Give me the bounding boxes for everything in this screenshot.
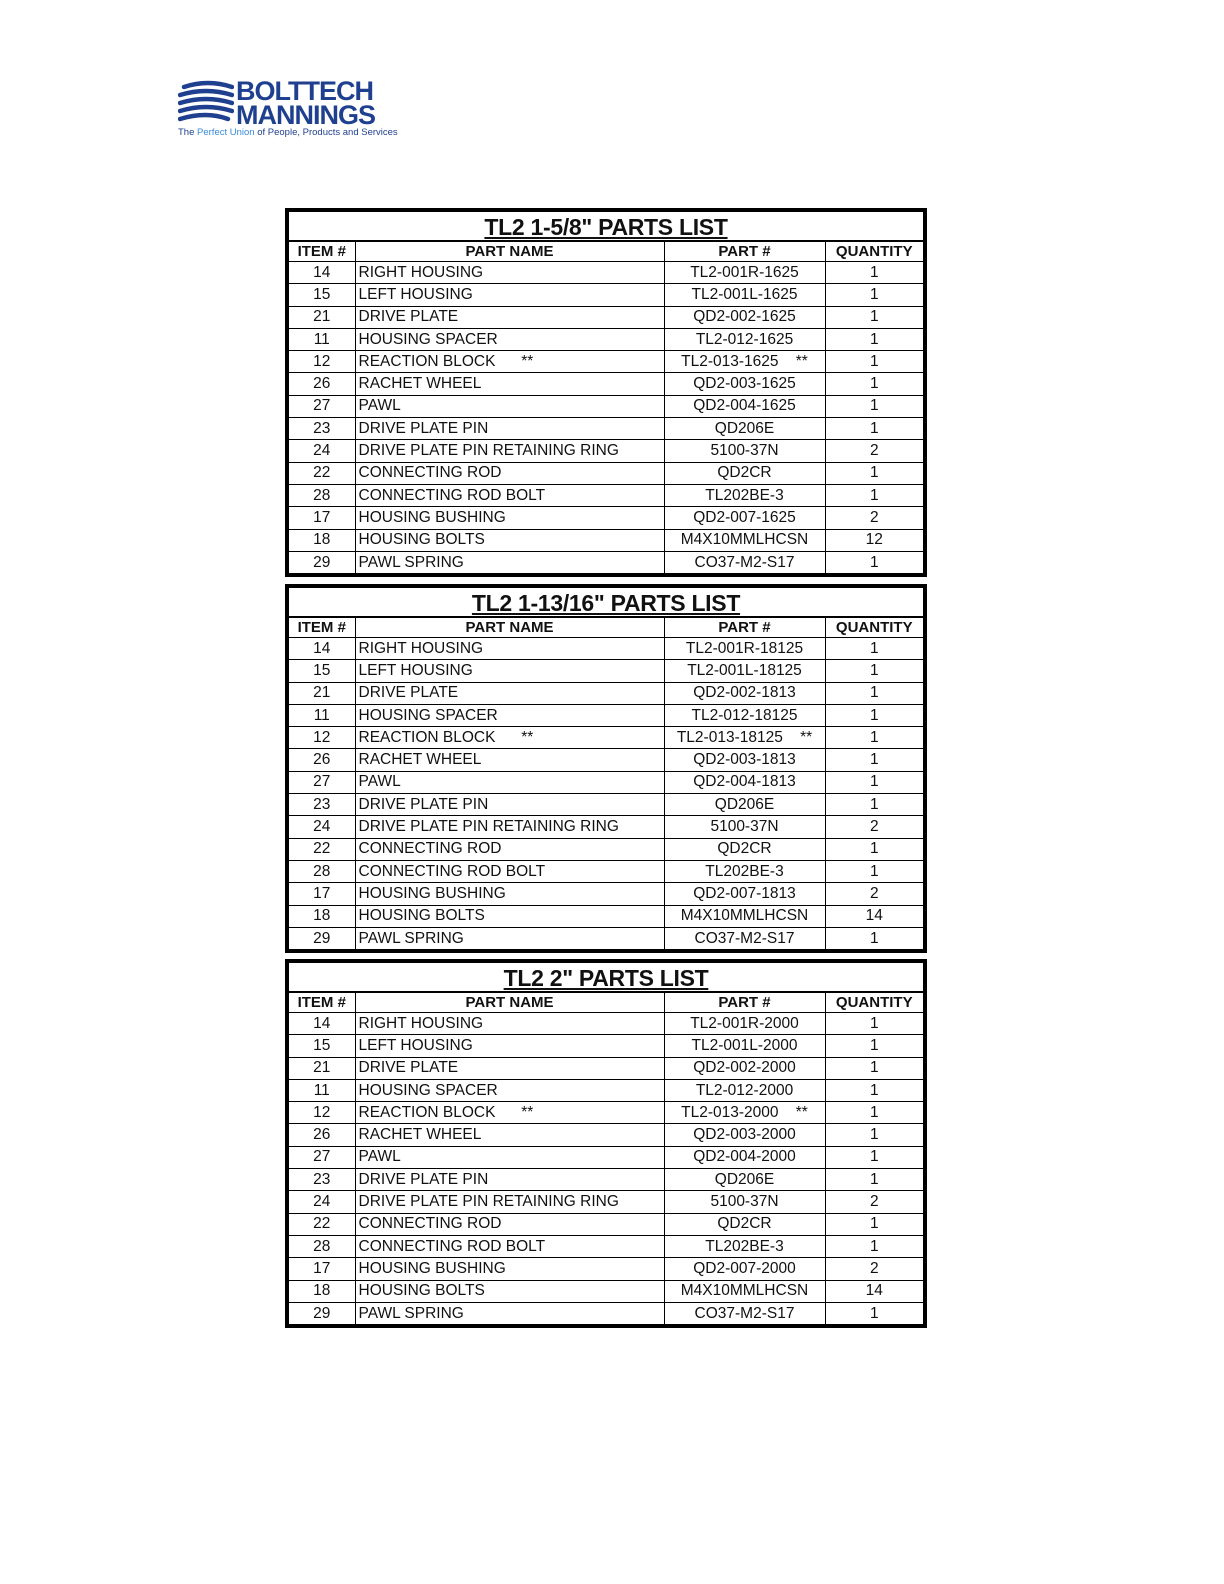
quantity-cell: 2 [825,1191,923,1213]
quantity-cell: 1 [825,373,923,395]
quantity-cell: 2 [825,816,923,838]
table-row [289,1235,923,1257]
part-number-cell: TL2-001L-18125 [664,660,825,682]
table-row [289,1035,923,1057]
part-name-cell: RACHET WHEEL [355,749,664,771]
table-row [289,418,923,440]
table-row [289,1079,923,1101]
quantity-cell: 1 [825,1169,923,1191]
part-number-cell: QD2-003-2000 [664,1124,825,1146]
table-row [289,794,923,816]
part-name-cell: CONNECTING ROD [355,1213,664,1235]
header-row [289,993,923,1013]
item-number-cell: 26 [289,373,355,395]
header-part-name: PART NAME [355,242,664,262]
table-row [289,551,923,573]
parts-table [289,618,923,949]
table-row [289,395,923,417]
item-number-cell: 29 [289,1302,355,1324]
quantity-cell: 1 [825,749,923,771]
part-number-cell: TL2-001R-18125 [664,638,825,660]
part-name-cell: DRIVE PLATE [355,306,664,328]
header-item: ITEM # [289,993,355,1013]
header-quantity: QUANTITY [825,993,923,1013]
item-number-cell: 15 [289,660,355,682]
part-number-cell: QD2-004-2000 [664,1146,825,1168]
part-name-cell: CONNECTING ROD [355,462,664,484]
part-number-cell: TL2-001R-1625 [664,262,825,284]
header-row [289,618,923,638]
quantity-cell: 14 [825,905,923,927]
table-row [289,1258,923,1280]
quantity-cell: 1 [825,262,923,284]
part-name-cell: HOUSING SPACER [355,704,664,726]
item-number-cell: 15 [289,1035,355,1057]
quantity-cell: 1 [825,1235,923,1257]
table-row [289,1213,923,1235]
item-number-cell: 14 [289,262,355,284]
logo-line2: MANNINGS [236,100,375,130]
header-quantity: QUANTITY [825,618,923,638]
table-row [289,727,923,749]
part-number-cell: TL2-013-1625 ** [664,351,825,373]
table-row [289,1146,923,1168]
item-number-cell: 22 [289,838,355,860]
quantity-cell: 1 [825,727,923,749]
item-number-cell: 27 [289,771,355,793]
item-number-cell: 11 [289,704,355,726]
quantity-cell: 1 [825,284,923,306]
table-row [289,306,923,328]
part-name-cell: PAWL [355,395,664,417]
part-name-cell: HOUSING BOLTS [355,529,664,551]
table-row [289,682,923,704]
item-number-cell: 12 [289,727,355,749]
parts-list-title: TL2 1-5/8" PARTS LIST [289,212,923,242]
item-number-cell: 26 [289,749,355,771]
item-number-cell: 12 [289,1102,355,1124]
quantity-cell: 1 [825,860,923,882]
item-number-cell: 18 [289,1280,355,1302]
parts-table [289,242,923,573]
parts-list-1-13-16 [285,584,927,953]
part-number-cell: M4X10MMLHCSN [664,905,825,927]
quantity-cell: 1 [825,328,923,350]
table-row [289,704,923,726]
item-number-cell: 23 [289,1169,355,1191]
part-name-cell: DRIVE PLATE PIN [355,1169,664,1191]
part-name-cell: RIGHT HOUSING [355,638,664,660]
parts-list-title: TL2 2" PARTS LIST [289,963,923,993]
item-number-cell: 23 [289,794,355,816]
table-row [289,838,923,860]
part-name-cell: LEFT HOUSING [355,660,664,682]
item-number-cell: 27 [289,395,355,417]
table-row [289,284,923,306]
item-number-cell: 29 [289,551,355,573]
item-number-cell: 26 [289,1124,355,1146]
quantity-cell: 1 [825,838,923,860]
item-number-cell: 27 [289,1146,355,1168]
part-name-cell: HOUSING BOLTS [355,905,664,927]
part-number-cell: TL2-013-18125 ** [664,727,825,749]
part-number-cell: QD2-003-1625 [664,373,825,395]
part-number-cell: QD2-007-1813 [664,883,825,905]
part-name-cell: HOUSING BUSHING [355,883,664,905]
part-number-cell: TL2-001L-2000 [664,1035,825,1057]
item-number-cell: 17 [289,507,355,529]
part-name-cell: REACTION BLOCK ** [355,1102,664,1124]
table-row [289,883,923,905]
quantity-cell: 1 [825,682,923,704]
part-name-cell: PAWL [355,771,664,793]
quantity-cell: 2 [825,1258,923,1280]
part-name-cell: CONNECTING ROD BOLT [355,1235,664,1257]
table-row [289,1169,923,1191]
part-name-cell: CONNECTING ROD BOLT [355,860,664,882]
part-name-cell: HOUSING BOLTS [355,1280,664,1302]
part-number-cell: TL2-012-1625 [664,328,825,350]
table-row [289,816,923,838]
table-row [289,529,923,551]
part-name-cell: HOUSING SPACER [355,1079,664,1101]
part-number-cell: QD2-003-1813 [664,749,825,771]
header-part-name: PART NAME [355,618,664,638]
item-number-cell: 15 [289,284,355,306]
item-number-cell: 17 [289,883,355,905]
part-number-cell: TL2-001L-1625 [664,284,825,306]
part-number-cell: QD2CR [664,838,825,860]
header-item: ITEM # [289,618,355,638]
part-number-cell: QD206E [664,418,825,440]
part-name-cell: LEFT HOUSING [355,284,664,306]
table-row [289,373,923,395]
header-row [289,242,923,262]
item-number-cell: 11 [289,328,355,350]
part-number-cell: QD2-007-2000 [664,1258,825,1280]
part-number-cell: QD2CR [664,1213,825,1235]
tagline-highlight: Perfect Union [197,127,255,138]
quantity-cell: 1 [825,1146,923,1168]
part-number-cell: QD2-004-1813 [664,771,825,793]
part-name-cell: RIGHT HOUSING [355,262,664,284]
part-name-cell: RACHET WHEEL [355,1124,664,1146]
table-row [289,507,923,529]
tagline-pre: The [178,127,198,138]
part-name-cell: CONNECTING ROD [355,838,664,860]
table-row [289,328,923,350]
quantity-cell: 1 [825,484,923,506]
part-number-cell: TL2-013-2000 ** [664,1102,825,1124]
item-number-cell: 24 [289,1191,355,1213]
item-number-cell: 21 [289,306,355,328]
table-row [289,440,923,462]
part-number-cell: TL202BE-3 [664,484,825,506]
company-logo [178,78,418,138]
item-number-cell: 12 [289,351,355,373]
part-name-cell: LEFT HOUSING [355,1035,664,1057]
item-number-cell: 22 [289,1213,355,1235]
part-number-cell: M4X10MMLHCSN [664,529,825,551]
item-number-cell: 24 [289,440,355,462]
item-number-cell: 18 [289,905,355,927]
quantity-cell: 1 [825,1035,923,1057]
part-name-cell: PAWL SPRING [355,927,664,949]
part-number-cell: QD206E [664,794,825,816]
part-name-cell: HOUSING SPACER [355,328,664,350]
part-number-cell: QD2-004-1625 [664,395,825,417]
quantity-cell: 12 [825,529,923,551]
item-number-cell: 28 [289,1235,355,1257]
header-part-number: PART # [664,618,825,638]
part-number-cell: TL2-001R-2000 [664,1013,825,1035]
part-number-cell: 5100-37N [664,440,825,462]
part-number-cell: CO37-M2-S17 [664,551,825,573]
parts-list-2 [285,959,927,1328]
quantity-cell: 1 [825,704,923,726]
tagline-post: of People, Products and Services [254,127,398,138]
item-number-cell: 24 [289,816,355,838]
item-number-cell: 21 [289,682,355,704]
quantity-cell: 2 [825,507,923,529]
header-quantity: QUANTITY [825,242,923,262]
item-number-cell: 22 [289,462,355,484]
logo-tagline [178,127,398,138]
part-number-cell: TL202BE-3 [664,860,825,882]
quantity-cell: 1 [825,771,923,793]
quantity-cell: 1 [825,794,923,816]
header-item: ITEM # [289,242,355,262]
table-row [289,638,923,660]
quantity-cell: 2 [825,440,923,462]
quantity-cell: 1 [825,395,923,417]
part-number-cell: 5100-37N [664,816,825,838]
quantity-cell: 14 [825,1280,923,1302]
table-row [289,1102,923,1124]
part-number-cell: QD2-002-2000 [664,1057,825,1079]
parts-table [289,993,923,1324]
header-part-name: PART NAME [355,993,664,1013]
part-number-cell: QD2CR [664,462,825,484]
part-name-cell: PAWL [355,1146,664,1168]
quantity-cell: 1 [825,1102,923,1124]
item-number-cell: 21 [289,1057,355,1079]
item-number-cell: 23 [289,418,355,440]
table-row [289,1280,923,1302]
part-name-cell: PAWL SPRING [355,551,664,573]
part-name-cell: HOUSING BUSHING [355,507,664,529]
quantity-cell: 1 [825,351,923,373]
bolt-coil-icon [178,80,234,126]
part-name-cell: CONNECTING ROD BOLT [355,484,664,506]
table-row [289,262,923,284]
parts-list-title: TL2 1-13/16" PARTS LIST [289,588,923,618]
quantity-cell: 1 [869,929,879,947]
table-row [289,749,923,771]
quantity-cell: 2 [825,883,923,905]
part-name-cell: RIGHT HOUSING [355,1013,664,1035]
table-row [289,462,923,484]
part-number-cell: M4X10MMLHCSN [664,1280,825,1302]
table-row [289,351,923,373]
table-row [289,660,923,682]
quantity-cell: 1 [825,462,923,484]
part-number-cell: TL2-012-2000 [664,1079,825,1101]
part-name-cell: HOUSING BUSHING [355,1258,664,1280]
part-name-cell: DRIVE PLATE [355,1057,664,1079]
part-number-cell: QD2-002-1625 [664,306,825,328]
part-number-cell: 5100-37N [664,1191,825,1213]
quantity-cell: 1 [825,638,923,660]
table-row [289,905,923,927]
part-number-cell: QD2-007-1625 [664,507,825,529]
item-number-cell: 28 [289,860,355,882]
table-row [289,1013,923,1035]
quantity-cell: 1 [869,553,879,571]
quantity-cell: 1 [825,1079,923,1101]
part-name-cell: DRIVE PLATE PIN RETAINING RING [355,440,664,462]
item-number-cell: 29 [289,927,355,949]
part-name-cell: DRIVE PLATE [355,682,664,704]
quantity-cell: 1 [825,1013,923,1035]
header-part-number: PART # [664,242,825,262]
item-number-cell: 11 [289,1079,355,1101]
part-number-cell: CO37-M2-S17 [664,927,825,949]
logo-line1: BOLTTECH [236,76,373,106]
parts-list-1-5-8 [285,208,927,577]
part-name-cell: DRIVE PLATE PIN RETAINING RING [355,816,664,838]
part-number-cell: TL2-012-18125 [664,704,825,726]
part-name-cell: REACTION BLOCK ** [355,351,664,373]
part-name-cell: REACTION BLOCK ** [355,727,664,749]
table-row [289,771,923,793]
quantity-cell: 1 [869,1304,879,1322]
item-number-cell: 14 [289,1013,355,1035]
table-row [289,1302,923,1324]
part-number-cell: TL202BE-3 [664,1235,825,1257]
item-number-cell: 28 [289,484,355,506]
table-row [289,1191,923,1213]
quantity-cell: 1 [825,660,923,682]
part-name-cell: RACHET WHEEL [355,373,664,395]
quantity-cell: 1 [825,1213,923,1235]
table-row [289,1124,923,1146]
quantity-cell: 1 [825,1124,923,1146]
part-name-cell: DRIVE PLATE PIN [355,418,664,440]
table-row [289,860,923,882]
quantity-cell: 1 [825,306,923,328]
part-name-cell: DRIVE PLATE PIN [355,794,664,816]
table-row [289,1057,923,1079]
table-row [289,927,923,949]
part-name-cell: PAWL SPRING [355,1302,664,1324]
table-row [289,484,923,506]
item-number-cell: 17 [289,1258,355,1280]
header-part-number: PART # [664,993,825,1013]
item-number-cell: 18 [289,529,355,551]
part-number-cell: QD2-002-1813 [664,682,825,704]
part-number-cell: CO37-M2-S17 [664,1302,825,1324]
item-number-cell: 14 [289,638,355,660]
quantity-cell: 1 [825,1057,923,1079]
part-number-cell: QD206E [664,1169,825,1191]
part-name-cell: DRIVE PLATE PIN RETAINING RING [355,1191,664,1213]
quantity-cell: 1 [825,418,923,440]
